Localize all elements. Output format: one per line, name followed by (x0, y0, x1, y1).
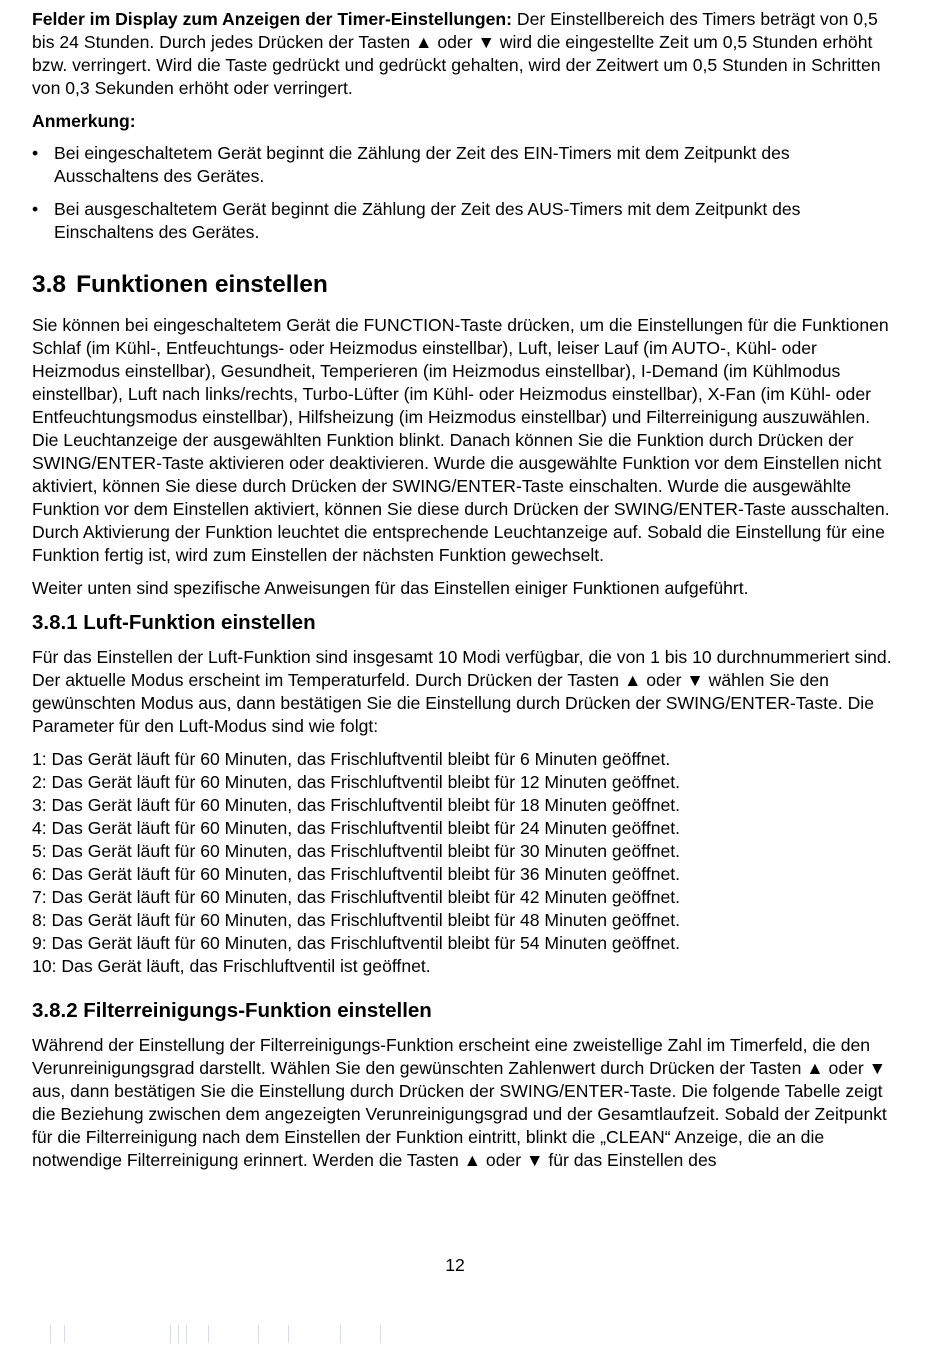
note-item (32, 142, 892, 188)
functions-paragraph: Sie können bei eingeschaltetem Gerät die FUNCTION-Taste drücken, um die Einstellungen für die Funktionen Schlaf (im Kühl-, Entfeuchtungs- oder Heizmodus einstellbar), Luft, leiser Lauf (im AUTO-, Kühl- oder Heizmodus einstellbar), Gesundheit, Temperieren (im Heizmodus einstellbar), I-Demand (im Kühlmodus einstellbar), Luft nach links/rechts, Turbo-Lüfter (im Kühl- oder Heizmodus einstellbar), X-Fan (im Kühl- oder Entfeuchtungsmodus einstellbar), Hilfsheizung (im Heizmodus einstellbar) und Filterreinigung auszuwählen. Die Leuchtanzeige der ausgewählten Funktion blinkt. Danach können Sie die Funktion durch Drücken der SWING/ENTER-Taste aktivieren oder deaktivieren. Wurde die ausgewählte Funktion vor dem Einstellen nicht aktiviert, können Sie diese durch Drücken der SWING/ENTER-Taste einschalten. Wurde die ausgewählte Funktion vor dem Einstellen aktiviert, können Sie diese durch Drücken der SWING/ENTER-Taste ausschalten. Durch Aktivierung der Funktion leuchtet die entsprechende Leuchtanzeige auf. Sobald die Einstellung für eine Funktion fertig ist, wird zum Einstellen der nächsten Funktion gewechselt. (32, 315, 890, 565)
bullet-icon: • (32, 143, 39, 163)
air-mode-line: 9: Das Gerät läuft für 60 Minuten, das Frischluftventil bleibt für 54 Minuten geöffnet. (32, 933, 681, 953)
air-mode-line: 10: Das Gerät läuft, das Frischluftventil ist geöffnet. (32, 956, 431, 976)
air-mode-line: 5: Das Gerät läuft für 60 Minuten, das Frischluftventil bleibt für 30 Minuten geöffnet. (32, 841, 681, 861)
note-heading: Anmerkung: (32, 111, 136, 131)
timer-display-lead: Felder im Display zum Anzeigen der Timer-Einstellungen: (32, 9, 513, 29)
air-mode-line: 4: Das Gerät läuft für 60 Minuten, das Frischluftventil bleibt für 24 Minuten geöffnet. (32, 818, 681, 838)
timer-display-text: Der Einstellbereich des Timers beträgt von 0,5 bis 24 Stunden. Durch jedes Drücken der Tasten ▲ oder ▼ wird die eingestellte Zeit um 0,5 Stunden erhöht bzw. verringert. Wird die Taste gedrückt und gedrückt gehalten, wird der Zeitwert um 0,5 Stunden in Schritten von 0,3 Sekunden erhöht oder verringert. (32, 9, 881, 98)
note-item-text: Bei ausgeschaltetem Gerät beginnt die Zählung der Zeit des AUS-Timers mit dem Zeitpunkt des Einschaltens des Gerätes. (54, 199, 801, 242)
note-item-text: Bei eingeschaltetem Gerät beginnt die Zählung der Zeit des EIN-Timers mit dem Zeitpunkt des Ausschaltens des Gerätes. (54, 143, 790, 186)
section-heading-3-8-1: 3.8.1 Luft-Funktion einstellen (32, 611, 316, 634)
section-heading-3-8-2: 3.8.2 Filterreinigungs-Funktion einstellen (32, 999, 432, 1022)
section-number: 3.8 (32, 271, 67, 298)
air-function-paragraph: Für das Einstellen der Luft-Funktion sind insgesamt 10 Modi verfügbar, die von 1 bis 10 durchnummeriert sind. Der aktuelle Modus erscheint im Temperaturfeld. Durch Drücken der Tasten ▲ oder ▼ wählen Sie den gewünschten Modus aus, dann bestätigen Sie die Einstellung durch Drücken der SWING/ENTER-Taste. Die Parameter für den Luft-Modus sind wie folgt: (32, 647, 892, 736)
note-list (32, 142, 892, 244)
air-mode-line: 6: Das Gerät läuft für 60 Minuten, das Frischluftventil bleibt für 36 Minuten geöffnet. (32, 864, 681, 884)
scan-artifact-marks (40, 1325, 440, 1345)
functions-intro-paragraph: Weiter unten sind spezifische Anweisungen für das Einstellen einiger Funktionen aufgeführt. (32, 578, 749, 598)
section-heading-3-8 (32, 270, 892, 300)
air-mode-line: 3: Das Gerät läuft für 60 Minuten, das Frischluftventil bleibt für 18 Minuten geöffnet. (32, 795, 681, 815)
filter-cleaning-paragraph: Während der Einstellung der Filterreinigungs-Funktion erscheint eine zweistellige Zahl im Timerfeld, die den Verunreinigungsgrad darstellt. Wählen Sie den gewünschten Zahlenwert durch Drücken der Tasten ▲ oder ▼ aus, dann bestätigen Sie die Einstellung durch Drücken der SWING/ENTER-Taste. Die folgende Tabelle zeigt die Beziehung zwischen dem angezeigten Verunreinigungsgrad und der Gesamtlaufzeit. Sobald der Zeitpunkt für die Filterreinigung nach dem Einstellen der Funktion eintritt, blinkt die „CLEAN“ Anzeige, die an die notwendige Filterreinigung erinnert. Werden die Tasten ▲ oder ▼ für das Einstellen des (32, 1035, 887, 1170)
note-item (32, 198, 892, 244)
air-mode-line: 1: Das Gerät läuft für 60 Minuten, das Frischluftventil bleibt für 6 Minuten geöffnet. (32, 749, 671, 769)
bullet-icon: • (32, 199, 39, 219)
air-mode-line: 2: Das Gerät läuft für 60 Minuten, das Frischluftventil bleibt für 12 Minuten geöffnet. (32, 772, 681, 792)
air-mode-line: 7: Das Gerät läuft für 60 Minuten, das Frischluftventil bleibt für 42 Minuten geöffnet. (32, 887, 681, 907)
air-mode-list (32, 748, 892, 978)
document-page (32, 8, 892, 1182)
timer-display-paragraph (32, 8, 892, 100)
page-number: 12 (445, 1255, 465, 1275)
section-title: Funktionen einstellen (76, 271, 328, 298)
air-mode-line: 8: Das Gerät läuft für 60 Minuten, das Frischluftventil bleibt für 48 Minuten geöffnet. (32, 910, 681, 930)
